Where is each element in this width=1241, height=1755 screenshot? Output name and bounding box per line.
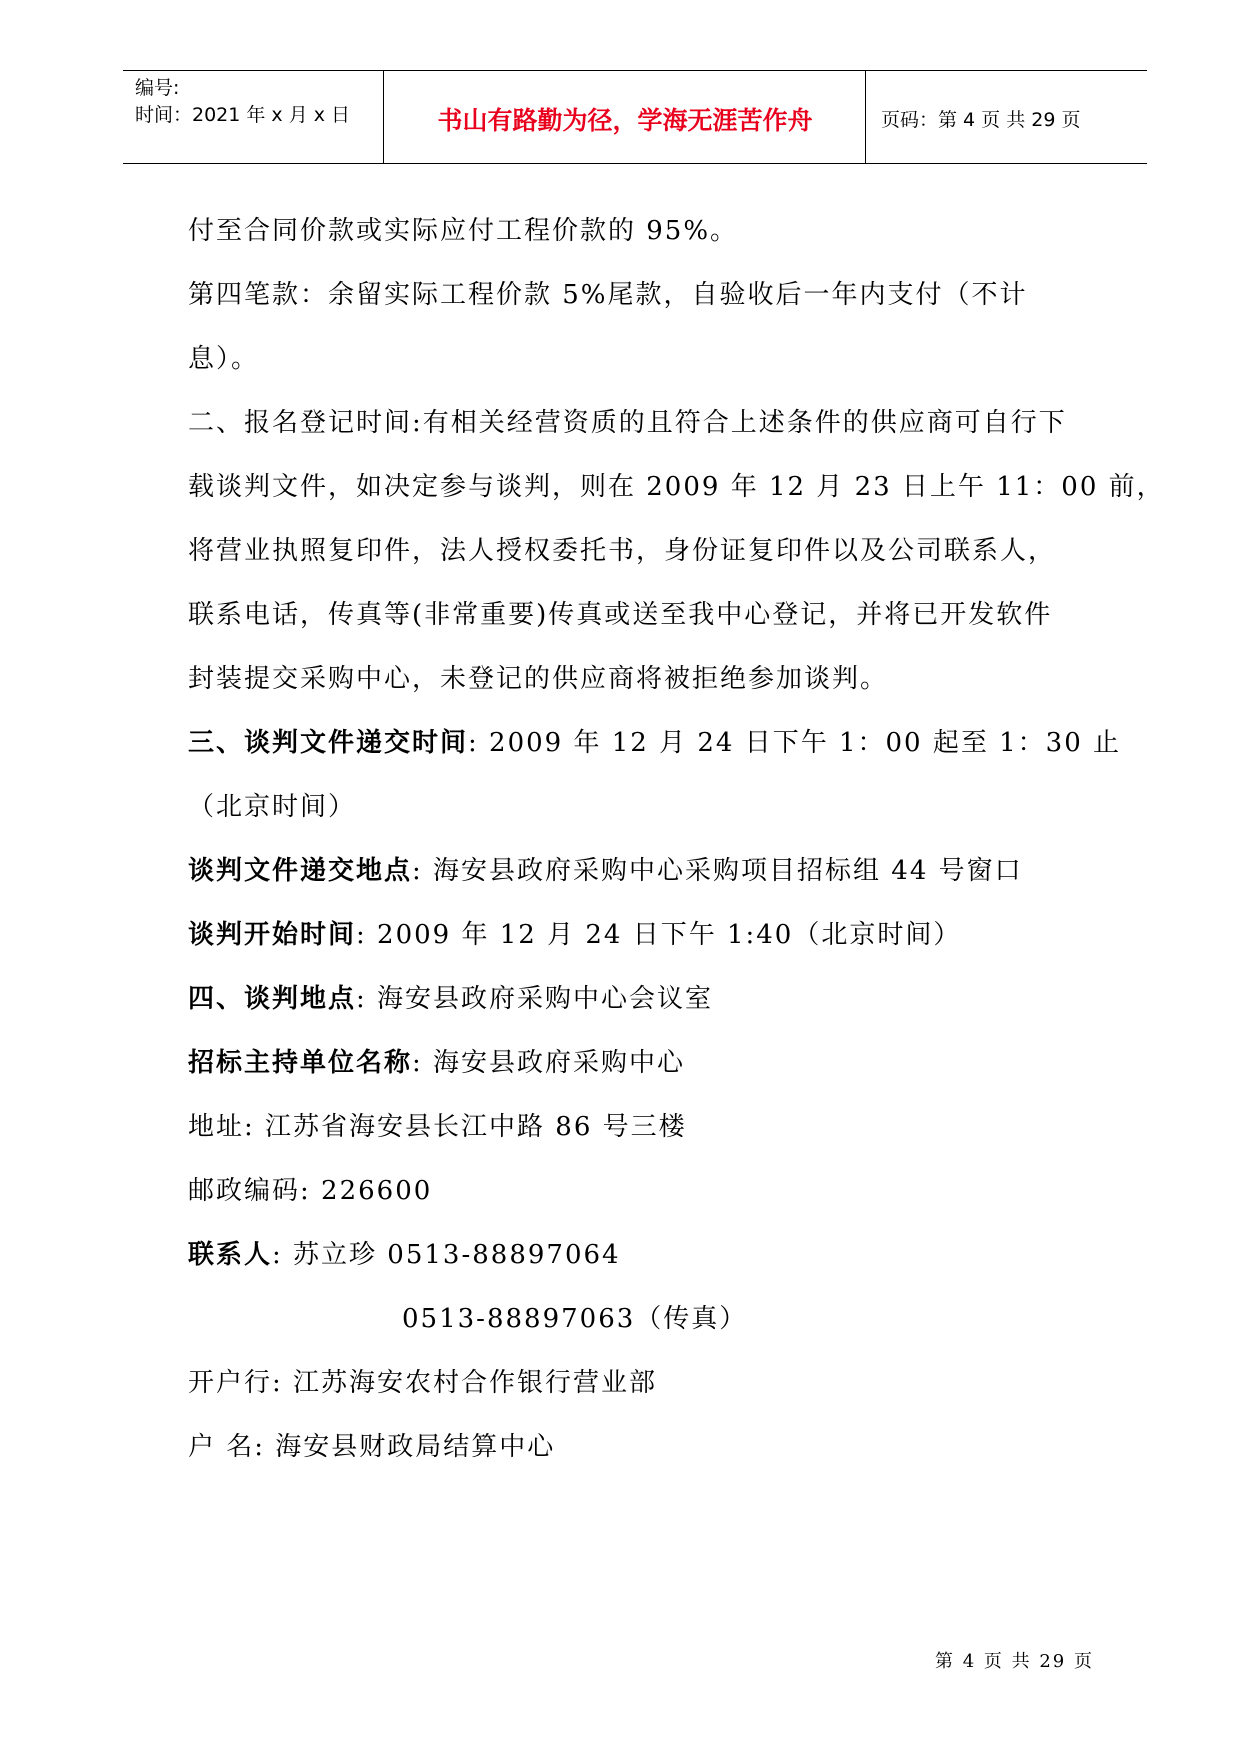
start-time-label: 谈判开始时间 (188, 920, 357, 950)
body-line: 第四笔款：余留实际工程价款 5%尾款，自验收后一年内支付（不计 (188, 280, 1028, 310)
contact-label: 联系人 (188, 1240, 273, 1270)
venue-line (188, 978, 713, 1015)
start-time-value: : 2009 年 12 月 24 日下午 1:40（北京时间） (356, 920, 962, 950)
header-time: 时间：2021 年 x 月 x 日 (135, 104, 351, 126)
header-meta (135, 75, 350, 129)
host-label: 招标主持单位名称 (188, 1048, 413, 1078)
submission-time-label: 三、谈判文件递交时间 (188, 728, 469, 758)
contact-value: : 苏立珍 0513-88897064 (272, 1240, 621, 1270)
body-line: 载谈判文件，如决定参与谈判，则在 2009 年 12 月 23 日上午 11：00 前， (188, 472, 1165, 502)
header-motto: 书山有路勤为径，学海无涯苦作舟 (437, 106, 813, 135)
body-line: 二、报名登记时间:有相关经营资质的且符合上述条件的供应商可自行下 (188, 408, 1067, 438)
header-divider-left (383, 71, 384, 163)
fax-line: 0513-88897063（传真） (402, 1304, 748, 1334)
submission-time-value: : 2009 年 12 月 24 日下午 1：00 起至 1：30 止 (468, 728, 1122, 758)
body-line: （北京时间） (188, 792, 357, 822)
venue-value: : 海安县政府采购中心会议室 (356, 984, 714, 1014)
host-value: : 海安县政府采购中心 (412, 1048, 686, 1078)
body-line: 付至合同价款或实际应付工程价款的 95%。 (188, 216, 739, 246)
submission-place-line (188, 850, 1023, 887)
start-time-line (188, 914, 961, 951)
header-divider-right (865, 71, 866, 163)
body-line: 封装提交采购中心，未登记的供应商将被拒绝参加谈判。 (188, 664, 889, 694)
body-line: 联系电话，传真等(非常重要)传真或送至我中心登记，并将已开发软件 (188, 600, 1053, 630)
submission-place-value: : 海安县政府采购中心采购项目招标组 44 号窗口 (412, 856, 1023, 886)
header-number: 编号: (135, 77, 180, 99)
submission-place-label: 谈判文件递交地点 (188, 856, 413, 886)
account-name-line: 户 名: 海安县财政局结算中心 (188, 1432, 556, 1462)
page-footer: 第 4 页 共 29 页 (935, 1651, 1094, 1672)
body-line: 将营业执照复印件，法人授权委托书，身份证复印件以及公司联系人， (188, 536, 1057, 566)
body-line: 息）。 (188, 344, 260, 374)
header-page-info: 页码：第 4 页 共 29 页 (881, 109, 1081, 131)
venue-label: 四、谈判地点 (188, 984, 357, 1014)
postcode-line: 邮政编码: 226600 (188, 1176, 433, 1206)
submission-time-line (188, 722, 1121, 759)
contact-line (188, 1234, 621, 1271)
page-header (123, 70, 1147, 164)
host-line (188, 1042, 685, 1079)
address-line: 地址: 江苏省海安县长江中路 86 号三楼 (188, 1112, 687, 1142)
bank-line: 开户行: 江苏海安农村合作银行营业部 (188, 1368, 658, 1398)
